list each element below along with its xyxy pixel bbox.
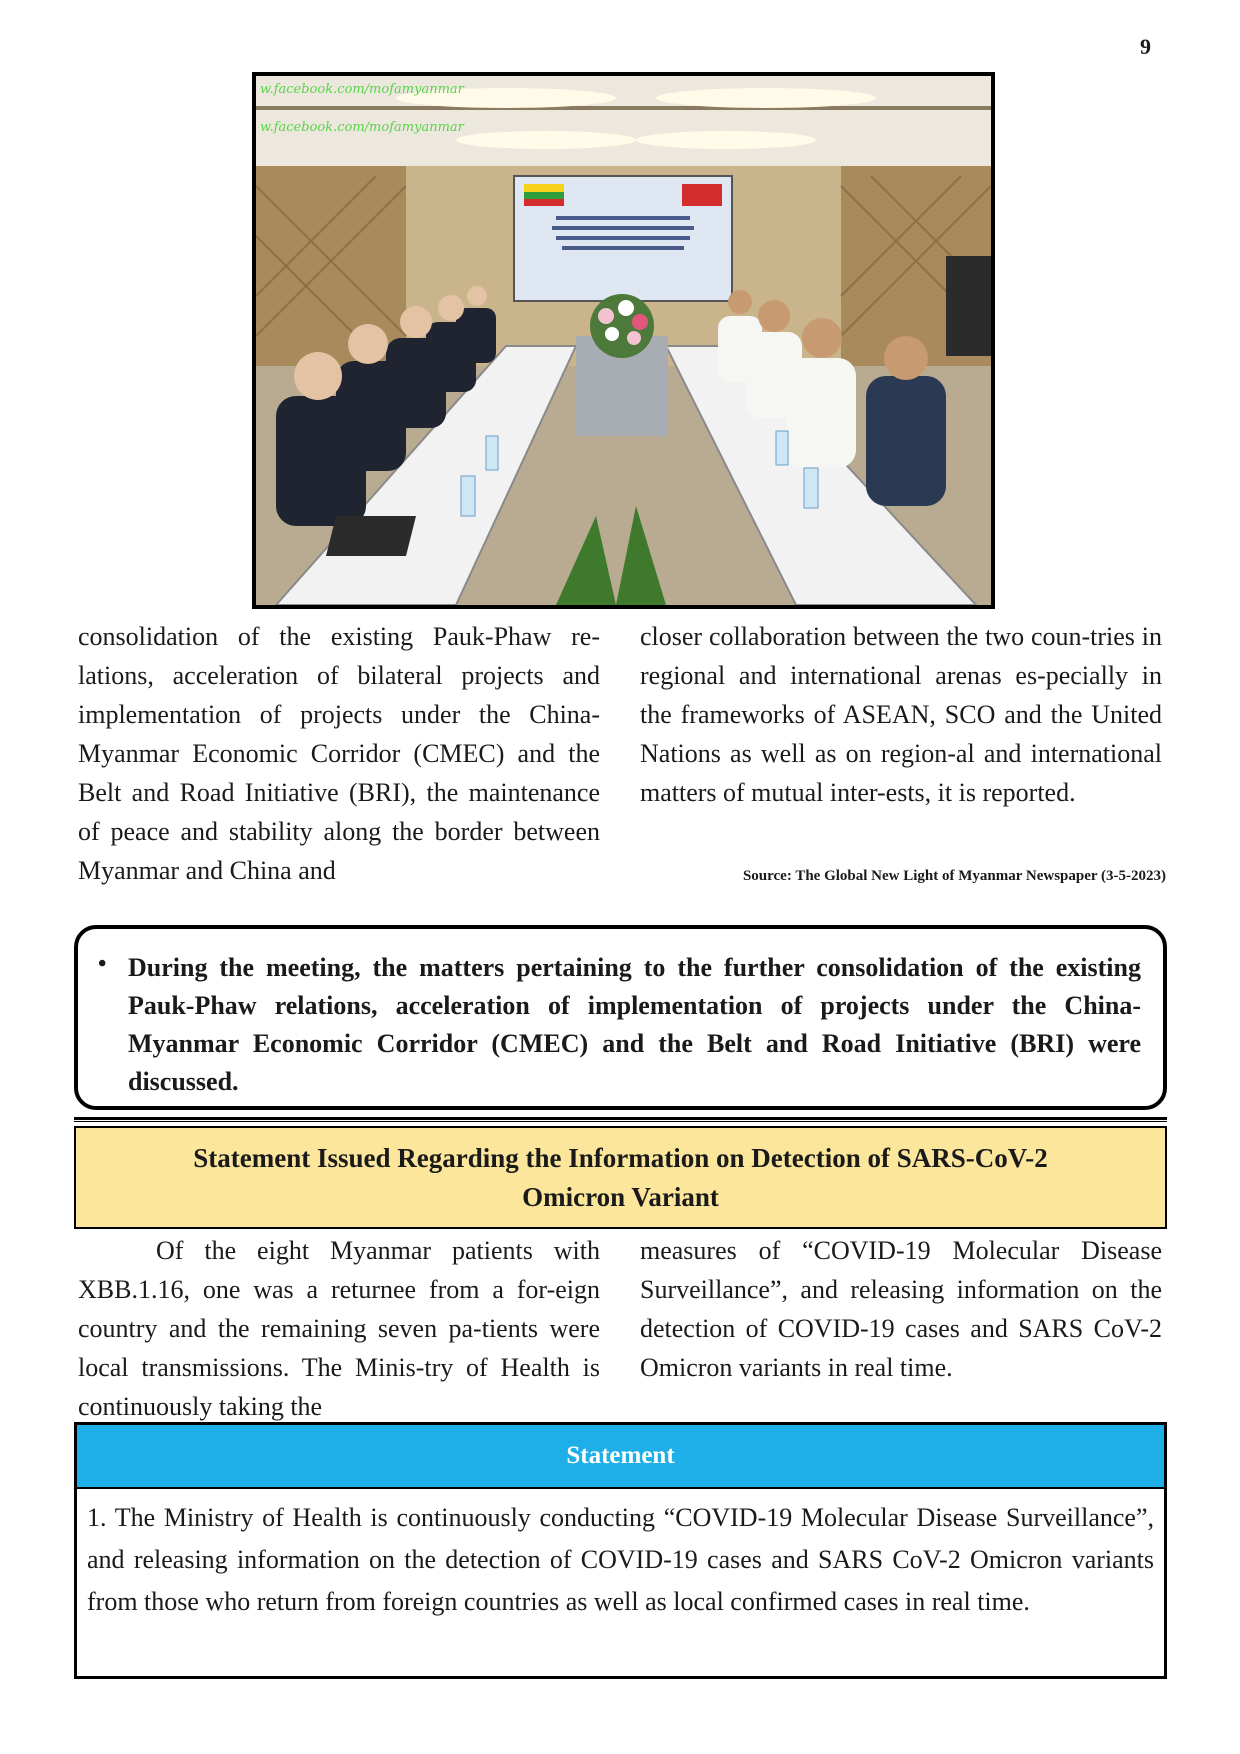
section-title [193,1139,1047,1217]
page-number: 9 [1140,34,1151,59]
section-left-column [78,1231,600,1426]
bullet-marker: • [98,951,107,977]
section-right-column: measures of “COVID-19 Molecular Disease Surveillance”, and releasing information on the detection of COVID-19 cases and SARS CoV-2 Omicron variants in real time. [640,1236,1162,1382]
key-point-box [74,925,1167,1110]
statement-body: 1. The Ministry of Health is continuously conducting “COVID-19 Molecular Disease Surveillance”, and releasing information on the detection of COVID-19 cases and SARS CoV-2 Omicron variants from those who return from foreign countries as well as local confirmed cases in real time. [87,1503,1154,1616]
photo-watermark: w.facebook.com/mofamyanmar [260,120,464,135]
statement-box [74,1422,1167,1679]
section-divider [74,1117,1167,1122]
meeting-photo [252,72,995,609]
source-citation: Source: The Global New Light of Myanmar Newspaper (3-5-2023) [742,868,1166,884]
meeting-room-illustration [256,76,991,605]
statement-header: Statement [77,1425,1164,1489]
section-title-banner [74,1126,1167,1229]
photo-watermark: w.facebook.com/mofamyanmar [260,82,464,97]
section-title-line2: Omicron Variant [522,1181,719,1212]
section-left-text: Of the eight Myanmar patients with XBB.1.16, one was a returnee from a for-eign country and the remaining seven pa-tients were local transmissions. The Minis-try of Health is continuously taking the [78,1236,600,1421]
article-left-column: consolidation of the existing Pauk-Phaw re-lations, acceleration of bilateral projects and implementation of projects under the China-Myanmar Economic Corridor (CMEC) and the Belt and Road Initiative (BRI), the maintenance of peace and stability along the border between Myanmar and China and [78,622,600,885]
key-point-text: During the meeting, the matters pertaining to the further consolidation of the existing Pauk-Phaw relations, acceleration of implementation of projects under the China-Myanmar Economic Corridor (CMEC) and the Belt and Road Initiative (BRI) were discussed. [128,953,1141,1096]
section-title-line1: Statement Issued Regarding the Information on Detection of SARS-CoV-2 [193,1142,1048,1173]
article-right-column: closer collaboration between the two coun-tries in regional and international arenas es-pecially in the frameworks of ASEAN, SCO and the United Nations as well as on region-al and international matters of mutual inter-ests, it is reported. [640,622,1162,807]
